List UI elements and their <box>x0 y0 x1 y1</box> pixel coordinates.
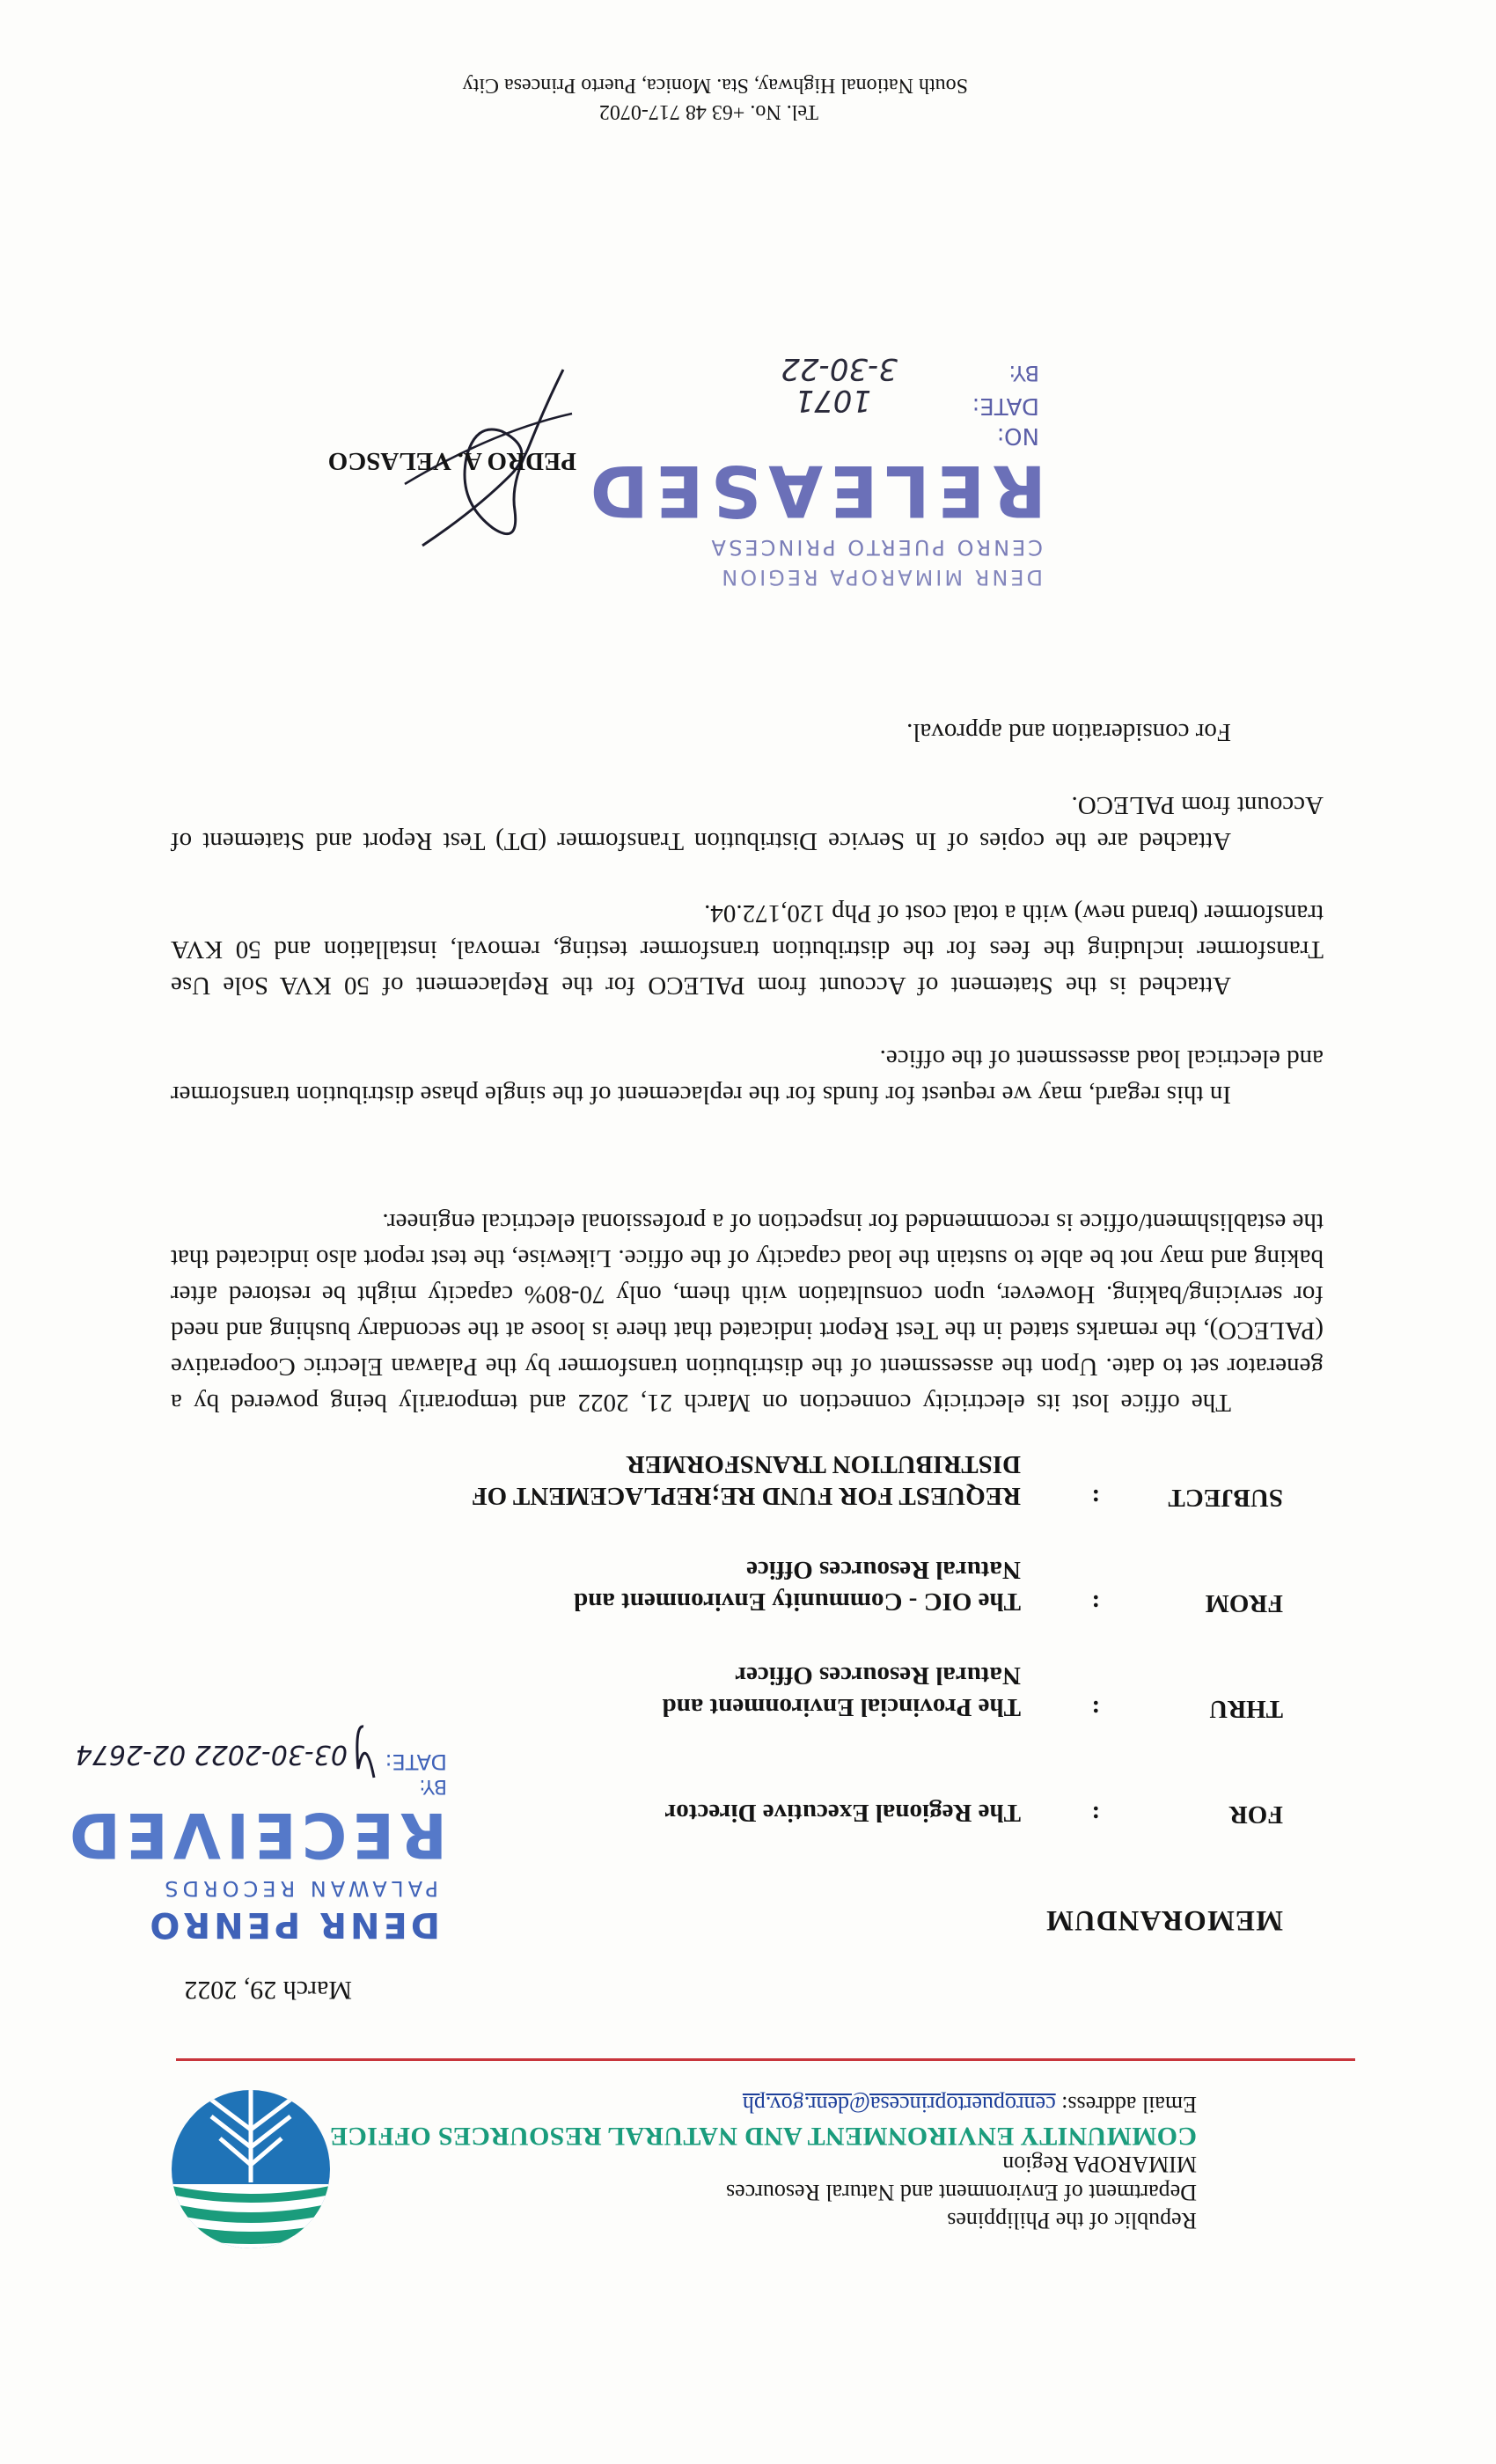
body-paragraph-3-text: Attached is the Statement of Account from PALECO for the Replacement of 50 KVA Sole Use Transformer including the fees for the distribution transformer testing, removal, installation and 50 KVA transformer (brand new) with a total cost of Php 120,172.04. <box>171 899 1324 1000</box>
email-link[interactable]: cenropuertoprincesa@denr.gov.ph <box>742 2092 1056 2117</box>
footer-address: South National Highway, Sta. Monica, Puerto Princesa City <box>462 74 968 97</box>
footer-telephone: Tel. No. +63 48 717-0702 <box>598 100 818 123</box>
released-stamp-by: BY: <box>1008 361 1039 385</box>
received-stamp-title: RECEIVED <box>63 1799 447 1871</box>
routing-subject-value: REQUEST FOR FUND RE;REPLACEMENT OF DISTRIBUTION TRANSFORMER <box>472 1450 1021 1510</box>
body-paragraph-4 <box>171 787 1324 859</box>
body-paragraph-5-text: For consideration and approval. <box>906 718 1231 746</box>
released-stamp-date-label: DATE: <box>972 392 1039 419</box>
routing-thru-colon: : <box>1091 1695 1100 1723</box>
signatory-name: PEDRO A. VELASCO <box>327 447 576 475</box>
header-republic: Republic of the Philippines <box>947 2208 1197 2233</box>
denr-logo-icon <box>167 2086 334 2253</box>
released-handwriting-date: 3-30-22 <box>781 351 898 386</box>
body-paragraph-4-text: Attached are the copies of In Service Distribution Transformer (DT) Test Report and Statement of Account from PALECO. <box>171 791 1324 855</box>
routing-for-colon: : <box>1091 1800 1100 1829</box>
header-office-name: COMMUNITY ENVIRONMENT AND NATURAL RESOURCES OFFICE <box>329 2122 1197 2151</box>
received-stamp-line2: PALAWAN RECORDS <box>160 1876 438 1901</box>
routing-for-value: The Regional Executive Director <box>664 1799 1021 1827</box>
released-stamp-no: NO: <box>996 422 1039 449</box>
routing-subject-colon: : <box>1091 1484 1100 1512</box>
routing-thru-value: The Provincial Environment and Natural Resources Officer <box>662 1661 1021 1721</box>
body-paragraph-2 <box>171 1040 1324 1112</box>
header-region: MIMAROPA Region <box>1002 2152 1197 2177</box>
routing-from-colon: : <box>1091 1589 1100 1617</box>
routing-subject-label: SUBJECT <box>1168 1484 1283 1512</box>
header-department: Department of Environment and Natural Resources <box>726 2180 1197 2205</box>
released-stamp-line2: CENRO PUERTO PRINCESA <box>708 535 1043 560</box>
released-handwriting <box>686 343 1003 546</box>
body-paragraph-5 <box>171 714 1324 750</box>
memo-date: March 29, 2022 <box>184 1976 352 2005</box>
body-paragraph-2-text: In this regard, may we request for funds for the replacement of the single phase distribution transformer and electrical load assessment of the office. <box>171 1045 1324 1109</box>
received-stamp-date-label: DATE: <box>385 1749 447 1774</box>
routing-for-label: FOR <box>1228 1800 1283 1829</box>
received-stamp-by: BY: <box>419 1775 447 1797</box>
routing-from-value: The OIC - Community Environment and Natural Resources Office <box>574 1556 1021 1616</box>
routing-thru-label: THRU <box>1209 1695 1283 1723</box>
header-email <box>743 2091 1197 2117</box>
released-stamp-title: RELEASED <box>583 450 1046 532</box>
released-handwriting-no: 1071 <box>795 383 871 418</box>
body-paragraph-1-text: The office lost its electricity connection on March 21, 2022 and temporarily being powered by a generator set to date. Upon the assessment of the distribution transformer by the Palawan Electric Cooperative (PALECO), the remarks stated in the Test Report indicated that there is loose at the secondary bushing and need for servicing/baking. However, upon consultation with them, only 70-80% capacity might be restored after baking and may not be able to sustain the load capacity of the office. Likewise, the test report also indicated that the establishment/office is recommended for inspection of a professional electrical engineer. <box>171 1208 1324 1417</box>
received-stamp-line1: DENR PENRO <box>146 1904 440 1945</box>
routing-from-label: FROM <box>1205 1589 1283 1617</box>
body-paragraph-1 <box>171 1204 1324 1420</box>
email-label: Email address: <box>1061 2092 1197 2117</box>
header-divider <box>176 2058 1355 2061</box>
received-handwriting <box>75 1725 427 1786</box>
released-stamp-line1: DENR MIMAROPA REGION <box>719 565 1043 590</box>
received-handwriting-text: 03-30-2022 02-2674 <box>75 1739 348 1770</box>
memo-title: MEMORANDUM <box>1045 1904 1283 1936</box>
body-paragraph-3 <box>171 895 1324 1003</box>
